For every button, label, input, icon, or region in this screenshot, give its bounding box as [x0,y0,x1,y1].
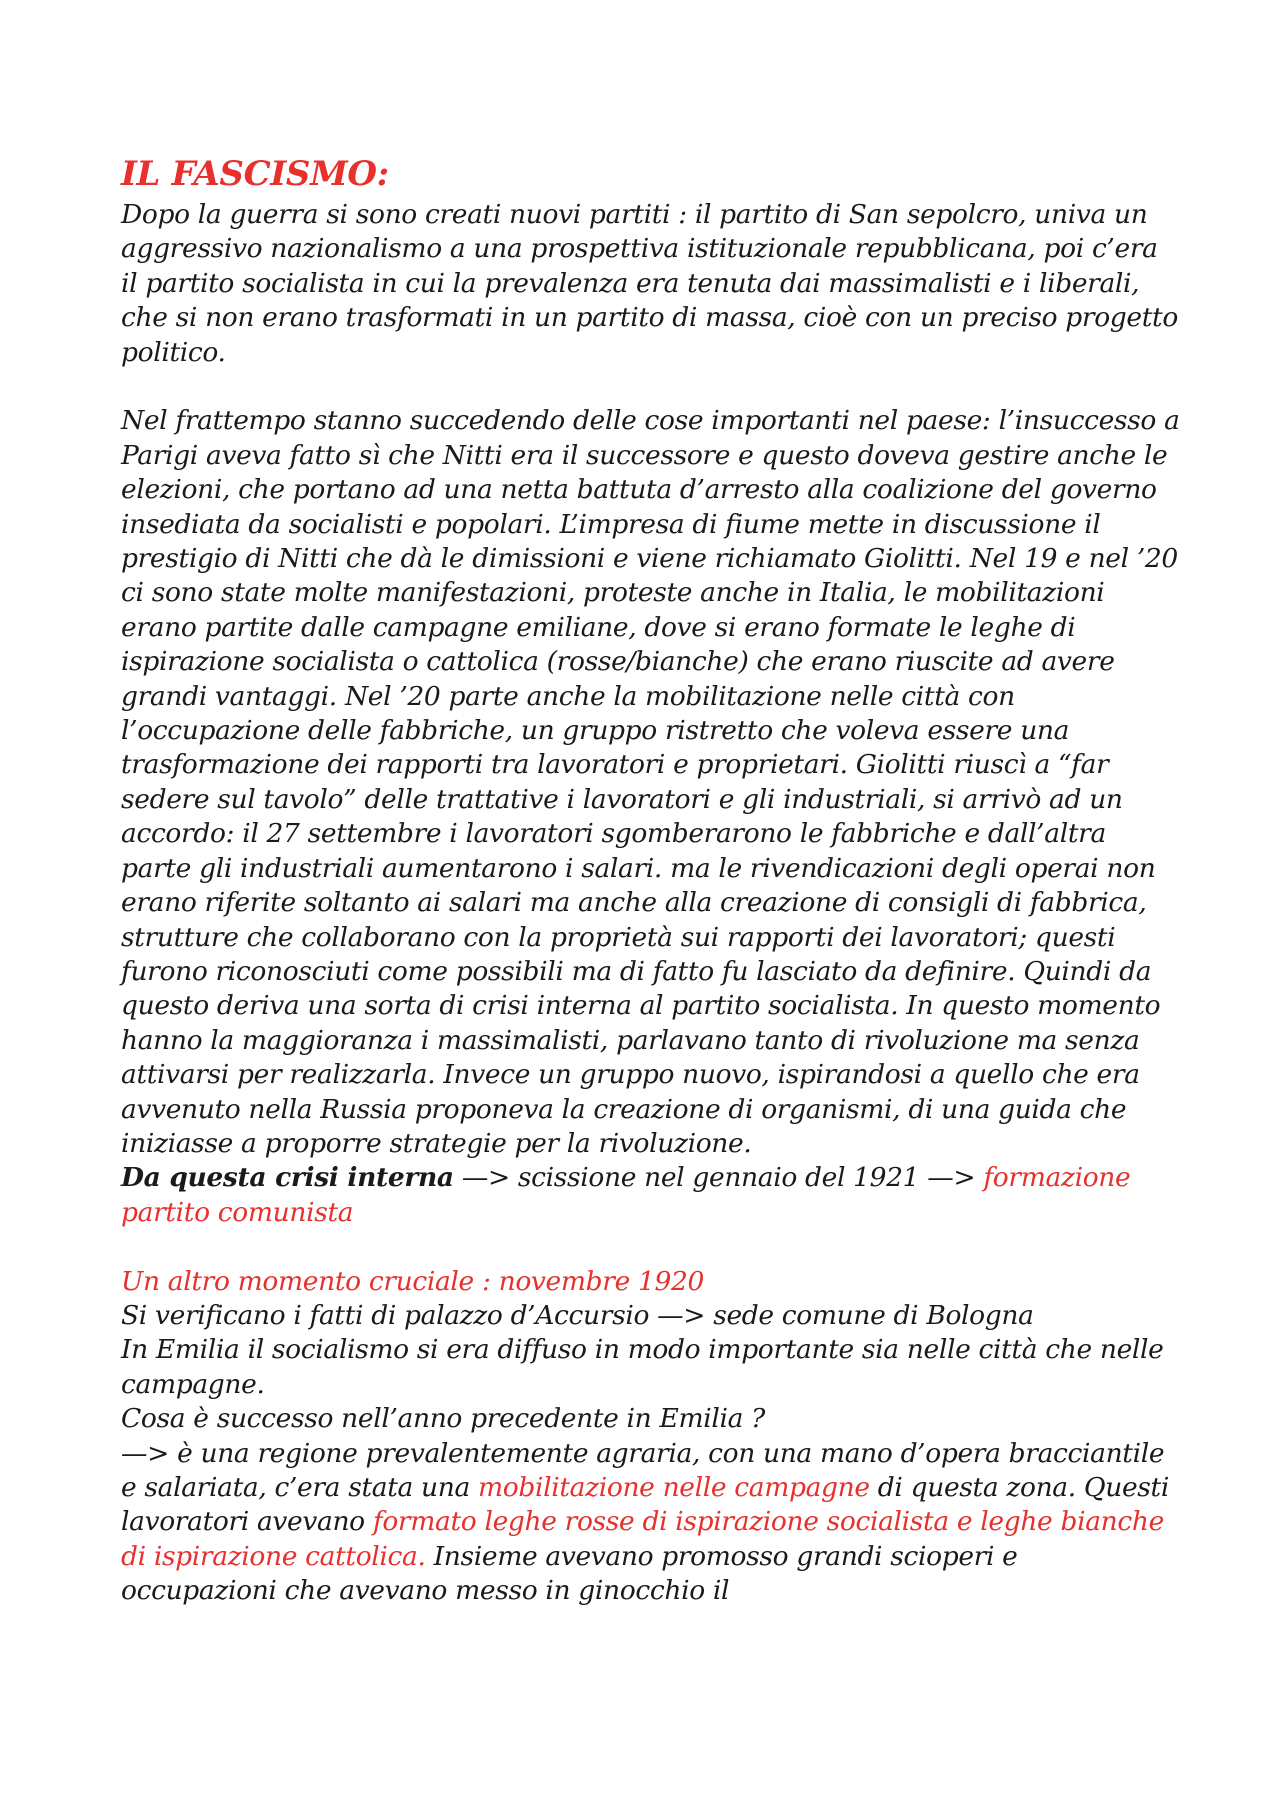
crisis-red-text: formazione partito comunista [121,1162,1131,1228]
crisis-middle-text: —> scissione nel gennaio del 1921 —> [453,1162,984,1194]
crisis-bold-text: Da questa crisi interna [121,1162,454,1194]
highlight-mobilitazione: mobilitazione nelle campagne [477,1472,870,1503]
text-run: Insieme avevano promosso grandi scioperi e occupazioni che avevano messo in ginocchio il [121,1540,1018,1607]
section-line-question: Cosa è successo nell’anno precedente in Emilia ? [121,1403,766,1435]
section-paragraph-emilia [121,1437,1181,1609]
paragraph-spacer [121,370,1181,404]
highlight-leghe: formato leghe rosse di ispirazione socialista e leghe bianche di ispirazione cattolica. [121,1506,1164,1572]
paragraph-intro: Dopo la guerra si sono creati nuovi partiti : il partito di San sepolcro, univa un aggressivo nazionalismo a una prospettiva istituzionale repubblicana, poi c’era il partito socialista in cui la prevalenza era tenuta dai massimalisti e i liberali, che si non erano trasformati in un partito di massa, cioè con un preciso progetto politico. [121,199,1178,368]
paragraph-spacer [121,1230,1181,1264]
section-line-accursio: Si verificano i fatti di palazzo d’Accursio —> sede comune di Bologna [121,1299,1034,1331]
section-line-emilia: In Emilia il socialismo si era diffuso in modo importante sia nelle città che nelle campagne. [121,1334,1164,1400]
text-run: —> è una regione prevalentemente agraria, con una mano d’opera bracciantile e salariata, c’era stata una [121,1437,1165,1503]
text-run: di questa zona. Questi lavoratori avevano [121,1472,1169,1538]
crisis-line [121,1161,1181,1230]
document-title: IL FASCISMO: [121,154,389,194]
paragraph-main: Nel frattempo stanno succedendo delle cose importanti nel paese: l’insuccesso a Parigi aveva fatto sì che Nitti era il successore e questo doveva gestire anche le elezioni, che portano ad una netta battuta d’arresto alla coalizione del governo insediata da socialisti e popolari. L’impresa di fiume mette in discussione il prestigio di Nitti che dà le dimissioni e viene richiamato Giolitti. Nel 19 e nel ’20 ci sono state molte manifestazioni, proteste anche in Italia, le mobilitazioni erano partite dalle campagne emiliane, dove si erano formate le leghe di ispirazione socialista o cattolica (rosse/bianche) che erano riuscite ad avere grandi vantaggi. Nel ’20 parte anche la mobilitazione nelle città con l’occupazione delle fabbriche, un gruppo ristretto che voleva essere una trasformazione dei rapporti tra lavoratori e proprietari. Giolitti riuscì a “far sedere sul tavolo” delle trattative i lavoratori e gli industriali, si arrivò ad un accordo: il 27 settembre i lavoratori sgomberarono le fabbriche e dall’altra parte gli industriali aumentarono i salari. ma le rivendicazioni degli operai non erano riferite soltanto ai salari ma anche alla creazione di consigli di fabbrica, strutture che collaborano con la proprietà sui rapporti dei lavoratori; questi furono riconosciuti come possibili ma di fatto fu lasciato da definire. Quindi da questo deriva una sorta di crisi interna al partito socialista. In questo momento hanno la maggioranza i massimalisti, parlavano tanto di rivoluzione ma senza attivarsi per realizzarla. Invece un gruppo nuovo, ispirandosi a quello che era avvenuto nella Russia proponeva la creazione di organismi, di una guida che iniziasse a proporre strategie per la rivoluzione. [121,405,1180,1159]
document-page [121,150,1181,1609]
section-heading: Un altro momento cruciale : novembre 1920 [121,1265,705,1297]
